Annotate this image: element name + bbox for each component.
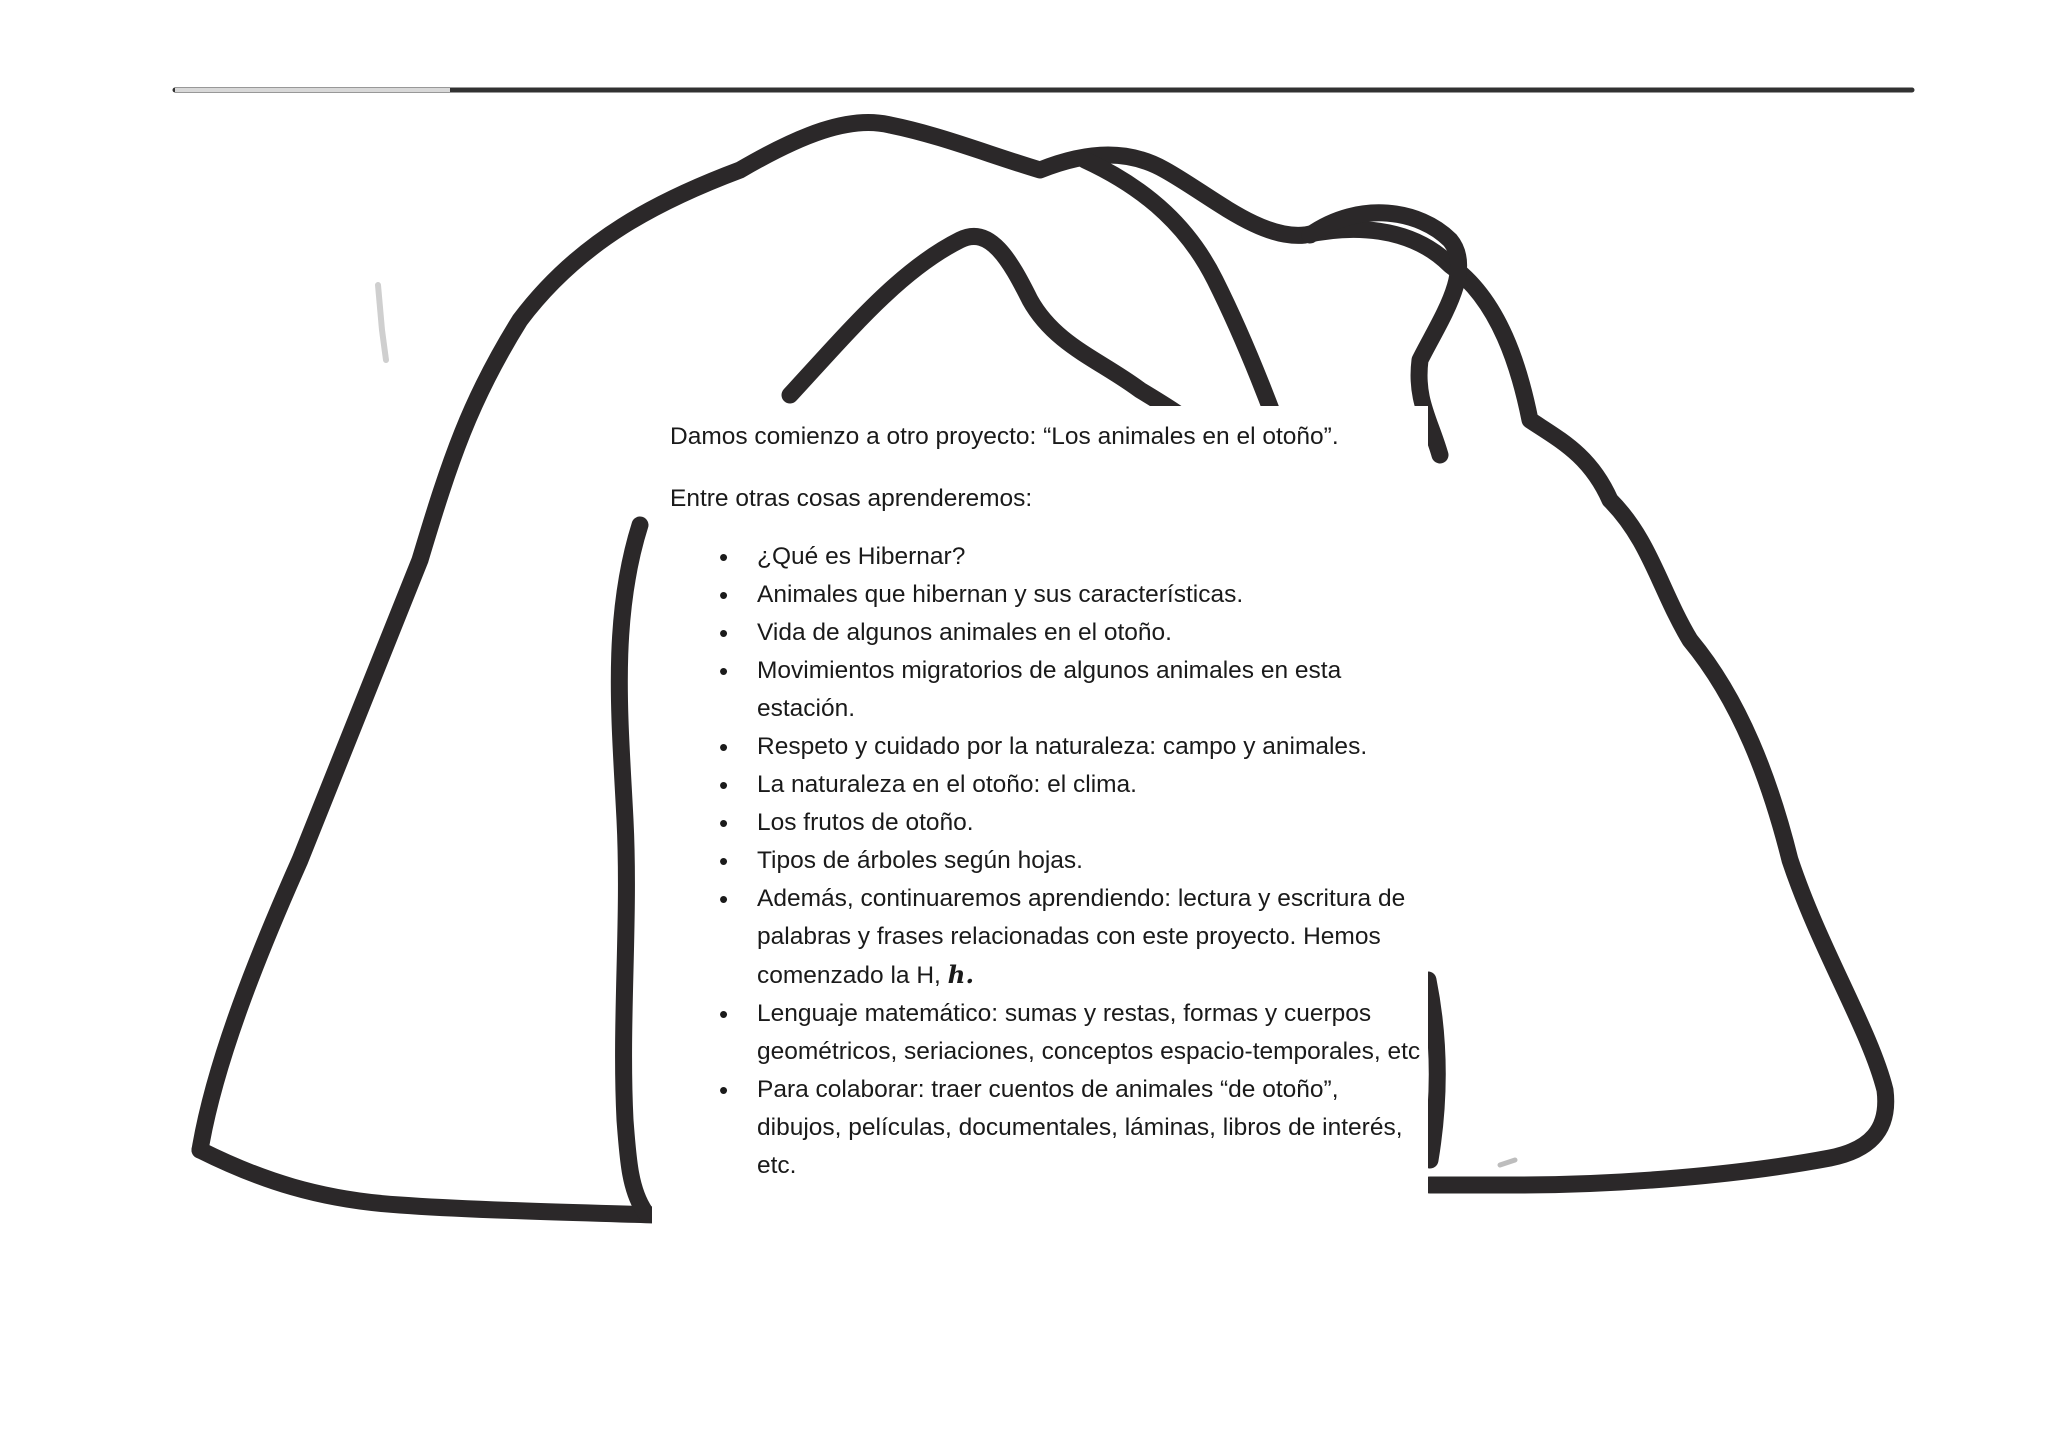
list-item: • Lenguaje matemático: sumas y restas, formas y cuerpos geométricos, seriaciones, conceptos espacio-temporales, etc [670,995,1428,1071]
cave-entrance [619,525,645,1212]
list-item: • Tipos de árboles según hojas. [670,842,1428,880]
list-item: • Vida de algunos animales en el otoño. [670,614,1428,652]
list-item: • Los frutos de otoño. [670,804,1428,842]
intro-paragraph: Damos comienzo a otro proyecto: “Los animales en el otoño”. [670,423,1339,450]
list-item: • Animales que hibernan y sus características. [670,576,1428,614]
topics-list [670,538,1428,1185]
list-item: • Respeto y cuidado por la naturaleza: campo y animales. [670,728,1428,766]
cave-bottom-left [200,1150,655,1215]
project-text-box [652,406,1428,1234]
lead-paragraph: Entre otras cosas aprenderemos: [670,485,1033,512]
handwritten-h-letter: h. [947,960,975,989]
list-item-text: Además, continuaremos aprendiendo: lectura y escritura de palabras y frases relacionadas con este proyecto. Hemos comenzado la H, [757,885,1406,989]
list-item: • Movimientos migratorios de algunos animales en esta estación. [670,652,1428,728]
list-item [670,880,1428,995]
list-item: • Para colaborar: traer cuentos de animales “de otoño”, dibujos, películas, documentales, láminas, libros de interés, etc. [670,1071,1428,1185]
list-item: • ¿Qué es Hibernar? [670,538,1428,576]
list-item: • La naturaleza en el otoño: el clima. [670,766,1428,804]
cave-entrance-right [1428,980,1437,1160]
